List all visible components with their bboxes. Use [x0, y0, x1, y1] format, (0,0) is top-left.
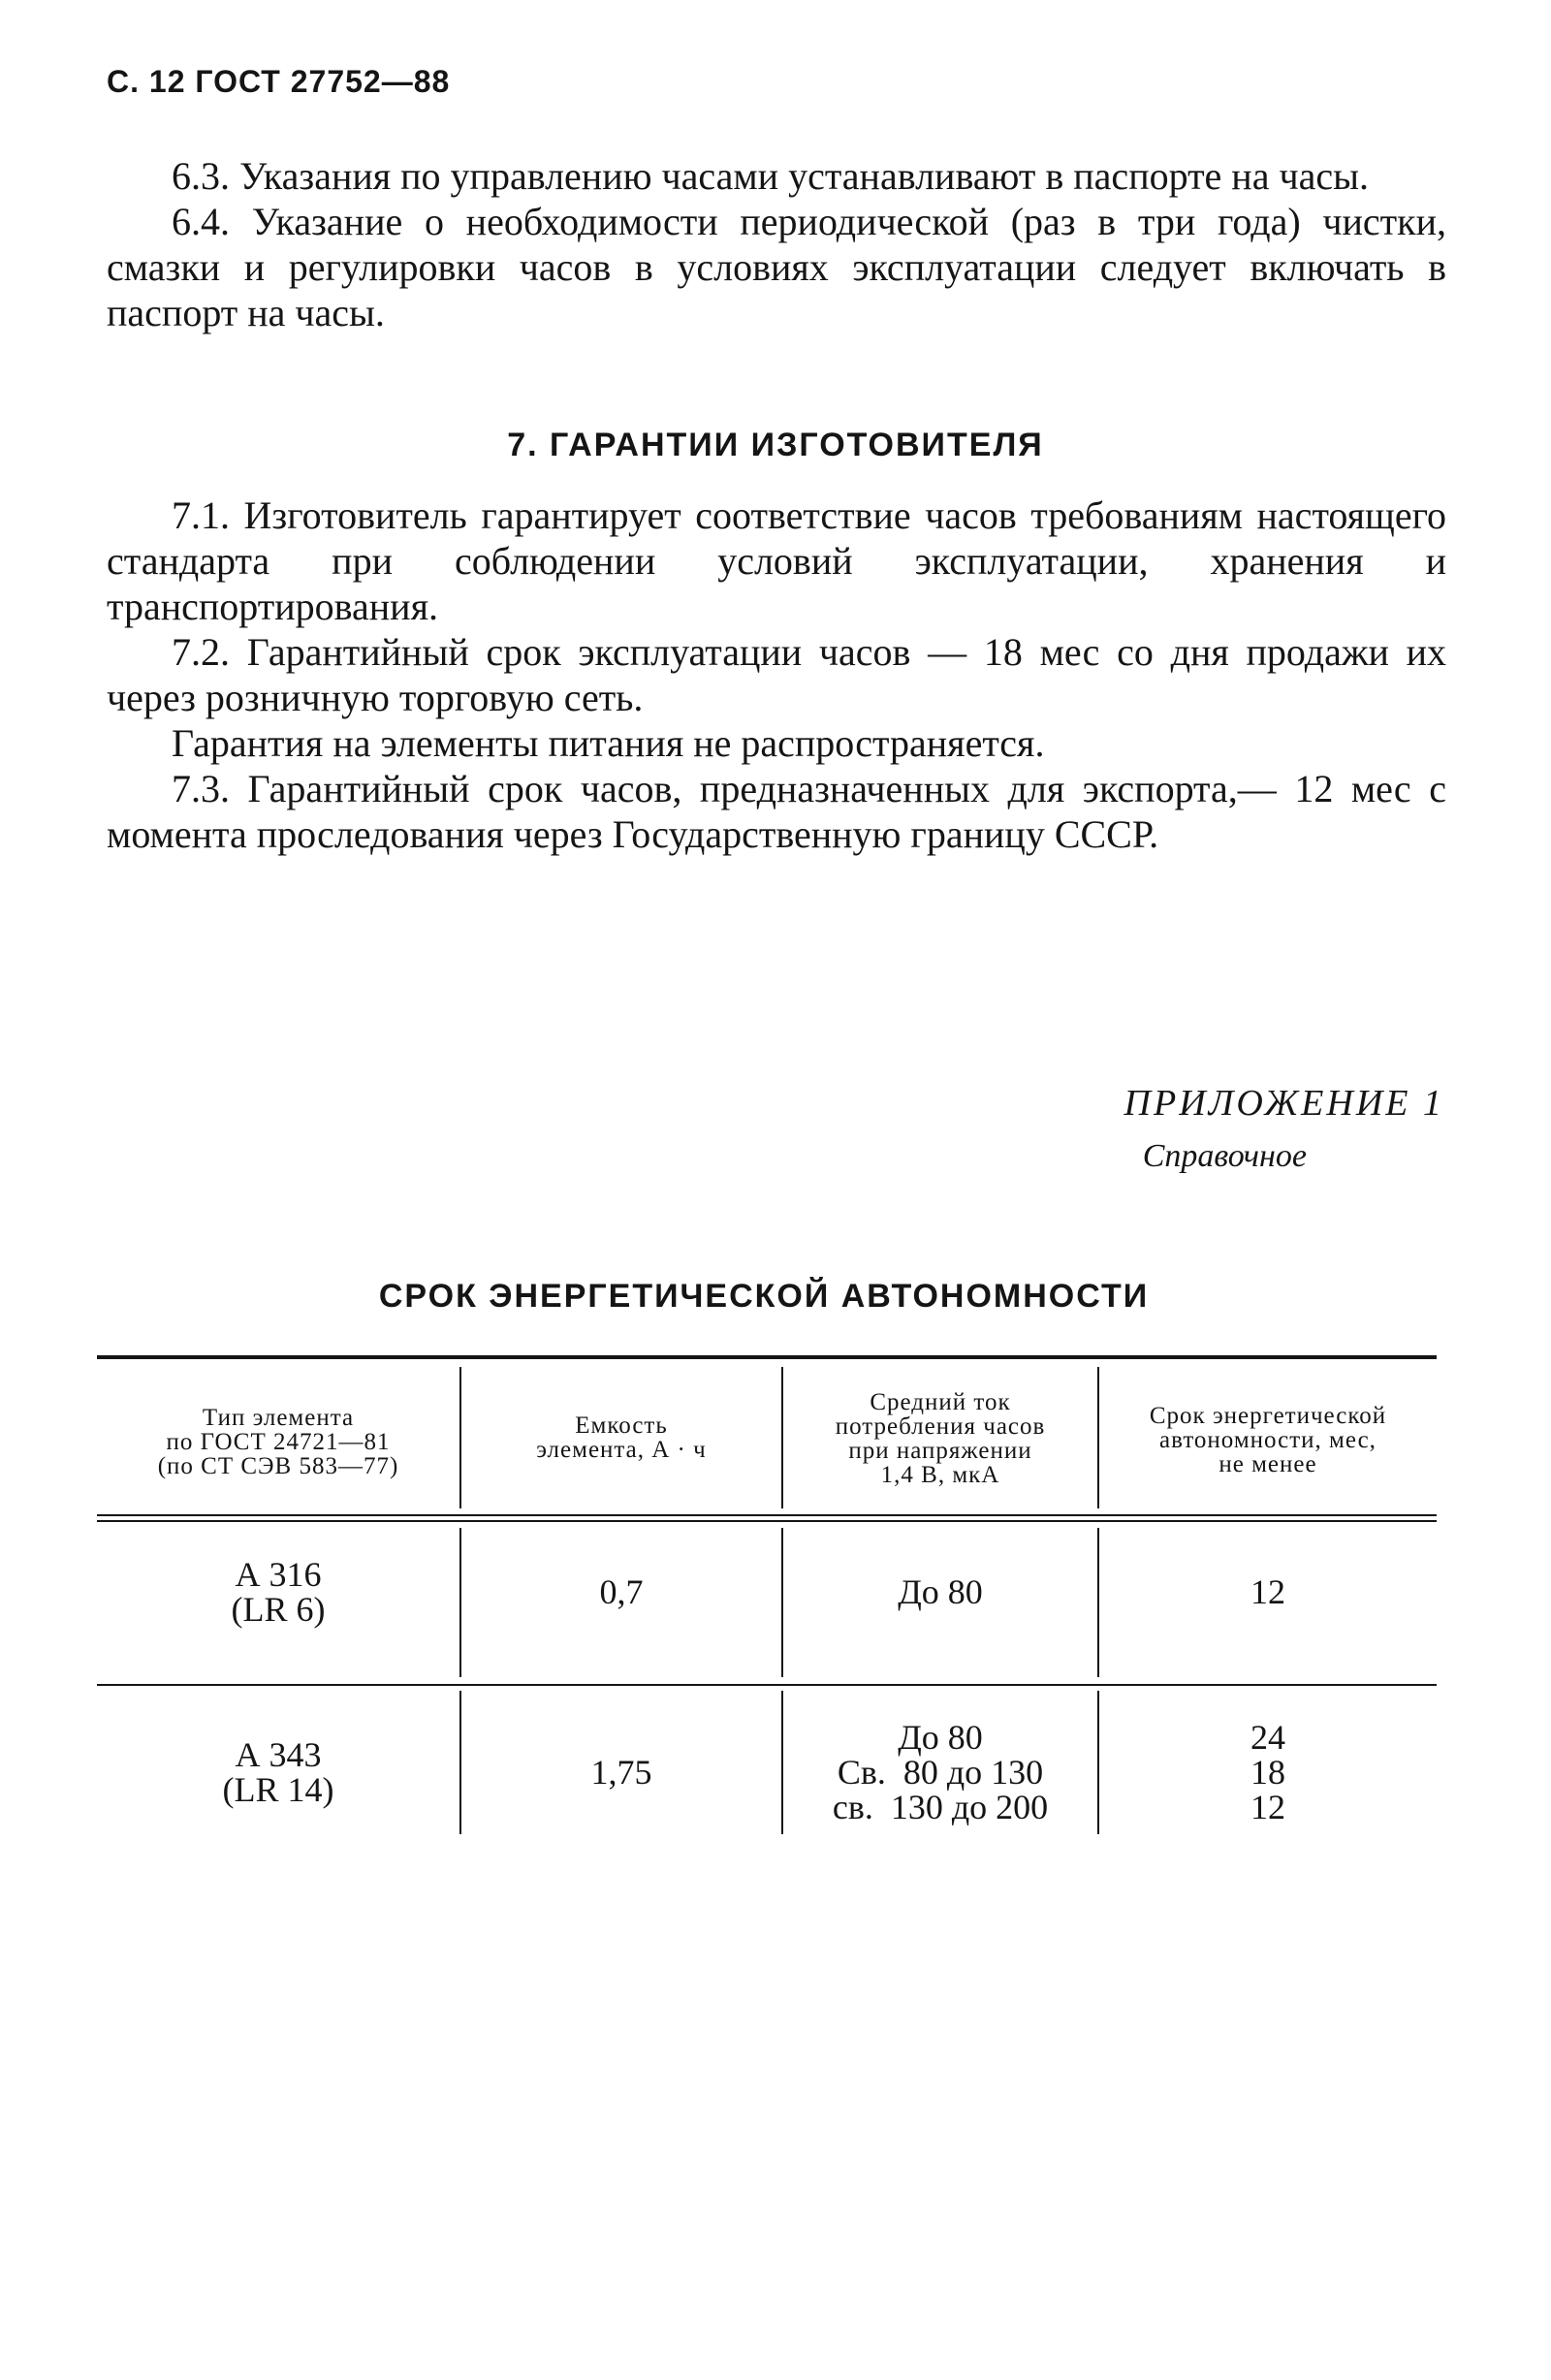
table-row-2-term: 24 18 12	[1250, 1718, 1285, 1826]
table-row-2-capacity: 1,75	[590, 1753, 652, 1792]
paragraph-7-1: 7.1. Изготовитель гарантирует соответствие часов требованиям настоящего стандарта при соблюдении условий эксплуатации, хранения и транспортирования.	[107, 493, 1446, 628]
table-row-2-type: А 343 (LR 14)	[222, 1735, 334, 1809]
header-element-type: Тип элемента по ГОСТ 24721—81 (по СТ СЭВ 583—77)	[157, 1405, 399, 1479]
paragraph-6-4: 6.4. Указание о необходимости периодической (раз в три года) чистки, смазки и регулировки часов в условиях эксплуатации следует включать в паспорт на часы.	[107, 200, 1446, 334]
appendix-kind: Справочное	[1142, 1138, 1307, 1174]
table-row-rule	[97, 1684, 1437, 1686]
header-autonomy-term: Срок энергетической автономности, мес, не менее	[1149, 1403, 1387, 1477]
table-header-rule	[97, 1514, 1437, 1516]
paragraph-7-3: 7.3. Гарантийный срок часов, предназначенных для экспорта,— 12 мес с момента проследования через Государственную границу СССР.	[107, 767, 1446, 856]
paragraph-7-2: 7.2. Гарантийный срок эксплуатации часов — 18 мес со дня продажи их через розничную торговую сеть.	[107, 630, 1446, 719]
table-top-rule	[97, 1355, 1437, 1359]
appendix-label: ПРИЛОЖЕНИЕ 1	[1124, 1083, 1444, 1124]
table-header-rule-double	[97, 1520, 1437, 1522]
appendix-title: СРОК ЭНЕРГЕТИЧЕСКОЙ АВТОНОМНОСТИ	[378, 1278, 1150, 1315]
table-row-1-capacity: 0,7	[599, 1572, 644, 1611]
paragraph-6-3: 6.3. Указания по управлению часами устанавливают в паспорте на часы.	[172, 154, 1369, 198]
header-capacity: Емкость элемента, А · ч	[536, 1412, 707, 1463]
section-7-heading: 7. ГАРАНТИИ ИЗГОТОВИТЕЛЯ	[507, 427, 1044, 463]
table-row-2-current: До 80 Св. 80 до 130 св. 130 до 200	[832, 1718, 1049, 1826]
table-row-1-term: 12	[1250, 1572, 1285, 1611]
section-7-text	[107, 492, 1446, 857]
table-row-1-current: До 80	[898, 1572, 983, 1611]
header-current: Средний ток потребления часов при напряжении 1,4 В, мкА	[835, 1389, 1046, 1488]
paragraph-battery-note: Гарантия на элементы питания не распространяется.	[172, 721, 1045, 765]
section-6-text	[107, 153, 1446, 335]
running-head: С. 12 ГОСТ 27752—88	[107, 64, 451, 99]
table-row-1-type: А 316 (LR 6)	[231, 1555, 326, 1629]
